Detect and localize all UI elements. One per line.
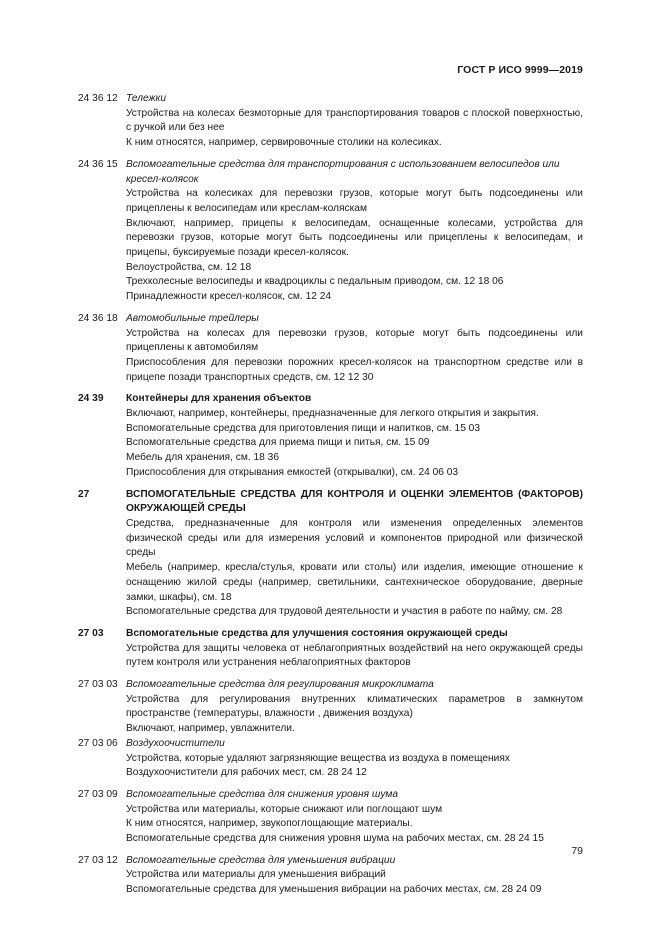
document-header: ГОСТ Р ИСО 9999—2019 (457, 64, 583, 76)
entry-title: Контейнеры для хранения объектов (126, 393, 312, 405)
entry-code: 27 03 03 (78, 679, 118, 691)
classification-entry (78, 92, 583, 151)
cross-reference: Мебель для хранения, см. 18 36 (126, 452, 279, 464)
cross-reference: Велоустройства, см. 12 18 (126, 261, 252, 273)
classification-entry (78, 678, 583, 737)
document-body (78, 92, 583, 905)
cross-reference: Вспомогательные средства для снижения уровня шума на рабочих местах, см. 28 24 15 (126, 833, 544, 845)
entry-text: Устройства, которые удаляют загрязняющие вещества из воздуха в помещениях (126, 752, 510, 764)
cross-reference: Вспомогательные средства для приготовления пищи и напитков, см. 15 03 (126, 422, 481, 434)
entry-code: 24 36 15 (78, 158, 118, 170)
entry-title: Вспомогательные средства для регулирования микроклимата (126, 679, 434, 691)
entry-title: Вспомогательные средства для снижения уровня шума (126, 788, 399, 800)
entry-code: 24 39 (78, 393, 104, 405)
cross-reference: Принадлежности кресел-колясок, см. 12 24 (126, 291, 332, 303)
entry-text: Устройства или материалы для уменьшения вибраций (126, 869, 386, 881)
cross-reference: Вспомогательные средства для уменьшения вибрации на рабочих местах, см. 28 24 09 (126, 884, 542, 896)
entry-text: Устройства или материалы, которые снижают или поглощают шум (126, 803, 443, 815)
entry-text: Устройства на колесиках для перевозки грузов, которые могут быть подсоединены или прицеплены к велосипедам или креслам-коляскам (126, 188, 583, 214)
entry-text: Средства, предназначенные для контроля или изменения определенных элементов физической среды или для измерения условий и компонентов природной или физической среды (126, 517, 583, 559)
entry-title: Тележки (126, 93, 166, 104)
entry-text: Устройства на колесах безмоторные для транспортирования товаров с плоской поверхностью, с ручкой или без нее (126, 107, 583, 134)
entry-code: 27 (78, 488, 90, 500)
page-number: 79 (571, 845, 583, 857)
entry-title: Воздухоочистители (126, 737, 225, 749)
entry-text: К ним относятся, например, звукопоглощающие материалы. (126, 818, 413, 830)
entry-title: Вспомогательные средства для улучшения состояния окружающей среды (126, 627, 508, 639)
classification-entry (78, 788, 583, 847)
cross-reference: Вспомогательные средства для приема пищи и питья, см. 15 09 (126, 437, 430, 449)
classification-entry (78, 488, 583, 620)
cross-reference: Мебель (например, кресла/стулья, кровати или столы) или изделия, имеющие отношение к оснащению жилой среды (например, светильники, сантехническое оборудование, дверные замки, шкафы), см. 18 (126, 562, 583, 603)
entry-title: Автомобильные трейлеры (126, 312, 259, 324)
entry-title: Вспомогательные средства для транспортирования с использованием велосипедов или кресел-колясок (126, 158, 560, 185)
classification-entry (78, 392, 583, 480)
cross-reference: Приспособления для перевозки порожних кресел-колясок на транспортном средстве или в прицепе позади транспортных средств, см. 12 12 30 (126, 356, 583, 383)
entry-text: Устройства на колесах для перевозки грузов, которые могут быть подсоединены или прицеплены к автомобилям (126, 327, 583, 354)
entry-text: Устройства для регулирования внутренних климатических параметров в замкнутом пространстве (температуры, влажности , движения воздуха) (126, 693, 583, 720)
entry-text: Включают, например, прицепы к велосипедам, оснащенные колесами, устройства для перевозки грузов, которые могут быть подсоединены или прицеплены к велосипедам, и прицепы, буксируемые позади кресел-колясок. (126, 217, 583, 259)
entry-text: К ним относятся, например, сервировочные столики на колесиках. (126, 137, 442, 149)
classification-entry (78, 312, 583, 386)
cross-reference: Воздухоочистители для рабочих мест, см. 28 24 12 (126, 767, 367, 779)
entry-text: Устройства для защиты человека от неблагоприятных воздействий на него окружающей среды путем контроля или устранения неблагоприятных факторов (126, 642, 583, 669)
entry-text: Включают, например, контейнеры, предназначенные для легкого открытия и закрытия. (126, 408, 539, 420)
cross-reference: Приспособления для открывания емкостей (открывалки), см. 24 06 03 (126, 466, 459, 478)
entry-code: 24 36 18 (78, 312, 118, 324)
entry-text: Включают, например, увлажнители. (126, 723, 295, 735)
entry-code: 24 36 12 (78, 93, 118, 104)
cross-reference: Трехколесные велосипеды и квадроциклы с педальным приводом, см. 12 18 06 (126, 276, 504, 288)
classification-entry (78, 737, 583, 781)
cross-reference: Вспомогательные средства для трудовой деятельности и участия в работе по найму, см. 28 (126, 606, 563, 618)
classification-entry (78, 158, 583, 305)
entry-title: Вспомогательные средства для уменьшения вибрации (126, 854, 396, 866)
entry-code: 27 03 12 (78, 854, 118, 866)
entry-code: 27 03 (78, 627, 104, 639)
classification-entry (78, 854, 583, 898)
entry-title: ВСПОМОГАТЕЛЬНЫЕ СРЕДСТВА ДЛЯ КОНТРОЛЯ И ОЦЕНКИ ЭЛЕМЕНТОВ (ФАКТОРОВ) ОКРУЖАЮЩЕЙ СРЕДЫ (126, 488, 583, 515)
entry-code: 27 03 09 (78, 788, 118, 800)
classification-entry (78, 627, 583, 671)
entry-code: 27 03 06 (78, 737, 118, 749)
